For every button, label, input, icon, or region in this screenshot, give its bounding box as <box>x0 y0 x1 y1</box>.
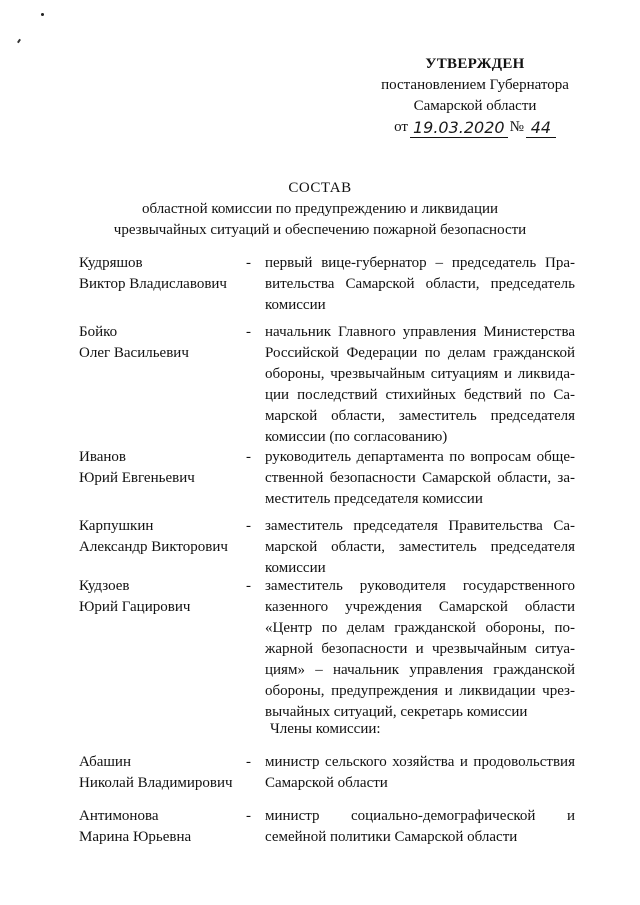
member-separator: - <box>246 449 251 465</box>
approval-stamp-block <box>360 54 590 138</box>
member-separator: - <box>246 324 251 340</box>
member-position: первый вице-губернатор – председатель Правительства Самарской области, председатель комиссии <box>265 255 575 313</box>
member-surname: Антимонова <box>79 808 159 824</box>
member-name <box>79 576 239 618</box>
member-position: министр сельского хозяйства и продовольствия Самарской области <box>265 754 575 791</box>
approval-line-decree: постановлением Губернатора <box>381 77 569 93</box>
member-position: руководитель департамента по вопросам общественной безопасности Самарской области, заместитель председателя комиссии <box>265 449 575 507</box>
approval-heading: УТВЕРЖДЕН <box>425 56 525 72</box>
member-name <box>79 322 239 364</box>
document-subtitle-line-1: областной комиссии по предупреждению и ликвидации <box>141 201 499 217</box>
approval-line-region: Самарской области <box>413 98 537 114</box>
scan-artifact-dot <box>41 13 44 16</box>
scan-artifact-mark <box>17 39 21 43</box>
document-title: СОСТАВ <box>288 180 352 196</box>
member-name <box>79 447 239 489</box>
member-given-names: Николай Владимирович <box>79 775 233 791</box>
member-surname: Иванов <box>79 449 126 465</box>
members-section-heading: Члены комиссии: <box>270 721 381 737</box>
member-separator: - <box>246 578 251 594</box>
member-position: министр социально-демографической и семейной политики Самарской области <box>265 808 575 845</box>
document-title-block <box>60 178 580 241</box>
number-label: № <box>509 119 524 135</box>
member-position: заместитель председателя Правительства Самарской области, заместитель председателя комиссии <box>265 518 575 576</box>
member-surname: Бойко <box>79 324 118 340</box>
member-name <box>79 806 239 848</box>
approval-date-line <box>360 117 590 138</box>
member-given-names: Александр Викторович <box>79 539 228 555</box>
member-surname: Абашин <box>79 754 131 770</box>
member-separator: - <box>246 255 251 271</box>
member-surname: Кудряшов <box>79 255 143 271</box>
document-subtitle-line-2: чрезвычайных ситуаций и обеспечению пожарной безопасности <box>113 222 527 238</box>
member-name <box>79 516 239 558</box>
member-separator: - <box>246 754 251 770</box>
member-surname: Карпушкин <box>79 518 154 534</box>
member-separator: - <box>246 808 251 824</box>
member-given-names: Юрий Гацирович <box>79 599 191 615</box>
handwritten-date: 19.03.2020 <box>410 118 508 138</box>
member-position: заместитель руководителя государственного казенного учреждения Самарской области «Центр по делам гражданской обороны, пожарной безопасности и чрезвычайным ситуациям» – начальник управления гражданской обороны, предупреждения и ликвидации чрезвычайных ситуаций, секретарь комиссии <box>265 578 575 720</box>
handwritten-number: 44 <box>526 118 556 138</box>
member-position: начальник Главного управления Министерства Российской Федерации по делам гражданской обороны, чрезвычайным ситуациям и ликвидации последствий стихийных бедствий по Самарской области, заместитель председателя комиссии (по согласованию) <box>265 324 575 445</box>
member-given-names: Виктор Владиславович <box>79 276 227 292</box>
member-separator: - <box>246 518 251 534</box>
date-prefix: от <box>394 119 408 135</box>
member-given-names: Марина Юрьевна <box>79 829 192 845</box>
member-given-names: Олег Васильевич <box>79 345 189 361</box>
member-surname: Кудзоев <box>79 578 130 594</box>
member-name <box>79 253 239 295</box>
member-given-names: Юрий Евгеньевич <box>79 470 195 486</box>
member-name <box>79 752 239 794</box>
